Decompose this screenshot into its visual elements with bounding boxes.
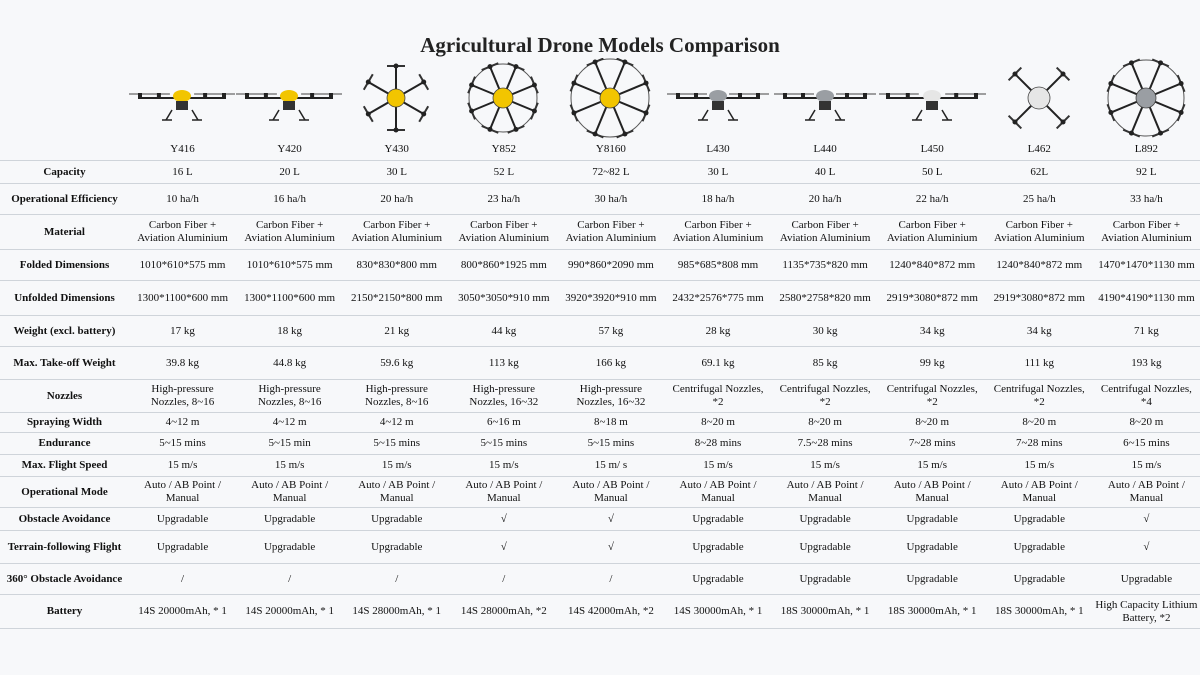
spec-cell: 800*860*1925 mm (450, 250, 557, 281)
spec-cell: 4~12 m (236, 413, 343, 433)
spec-cell: 59.6 kg (343, 347, 450, 380)
spec-row (0, 413, 1200, 433)
spec-cell: Carbon Fiber + Aviation Aluminium (129, 215, 236, 250)
spec-cell: 4~12 m (343, 413, 450, 433)
spec-cell: 7.5~28 mins (772, 433, 879, 455)
spec-cell: 6~15 mins (1093, 433, 1200, 455)
spec-cell: Centrifugal Nozzles, *2 (986, 380, 1093, 413)
spec-cell: Upgradable (1093, 564, 1200, 595)
spec-cell: √ (450, 531, 557, 564)
row-label: Operational Efficiency (0, 184, 129, 215)
spec-cell: 44.8 kg (236, 347, 343, 380)
drone-l450-icon (879, 58, 986, 142)
spec-cell: 40 L (772, 161, 879, 184)
spec-cell: Upgradable (129, 531, 236, 564)
spec-cell: 4190*4190*1130 mm (1093, 281, 1200, 316)
spec-cell: 7~28 mins (986, 433, 1093, 455)
spec-cell: 4~12 m (129, 413, 236, 433)
spec-cell: 1135*735*820 mm (772, 250, 879, 281)
spec-cell: Auto / AB Point / Manual (129, 477, 236, 508)
drone-y8160-icon (557, 58, 664, 142)
spec-row (0, 215, 1200, 250)
spec-cell: 39.8 kg (129, 347, 236, 380)
spec-cell: 30 L (343, 161, 450, 184)
spec-cell: 5~15 mins (557, 433, 664, 455)
spec-cell: 2919*3080*872 mm (879, 281, 986, 316)
spec-cell: 2919*3080*872 mm (986, 281, 1093, 316)
spec-cell: 50 L (879, 161, 986, 184)
spec-row (0, 316, 1200, 347)
spec-row (0, 595, 1200, 629)
spec-cell: Upgradable (879, 508, 986, 531)
spec-cell: Upgradable (664, 531, 771, 564)
spec-cell: 33 ha/h (1093, 184, 1200, 215)
spec-cell: Upgradable (986, 564, 1093, 595)
drone-l430-icon (665, 58, 772, 142)
spec-cell: 85 kg (772, 347, 879, 380)
spec-cell: Carbon Fiber + Aviation Aluminium (664, 215, 771, 250)
spec-cell: Auto / AB Point / Manual (986, 477, 1093, 508)
spec-cell: 20 L (236, 161, 343, 184)
spec-cell: 34 kg (986, 316, 1093, 347)
row-label: Unfolded Dimensions (0, 281, 129, 316)
spec-row (0, 161, 1200, 184)
row-label: Terrain-following Flight (0, 531, 129, 564)
spec-cell: 5~15 mins (450, 433, 557, 455)
spec-cell: 8~20 m (664, 413, 771, 433)
spec-cell: 8~20 m (879, 413, 986, 433)
spec-cell: Upgradable (772, 508, 879, 531)
spec-cell: 15 m/s (343, 455, 450, 477)
spec-cell: Upgradable (986, 531, 1093, 564)
spec-cell: 15 m/s (129, 455, 236, 477)
model-name-y430: Y430 (384, 143, 409, 155)
spec-cell: Auto / AB Point / Manual (450, 477, 557, 508)
spec-row (0, 508, 1200, 531)
spec-cell: 18S 30000mAh, * 1 (879, 595, 986, 629)
spec-cell: 15 m/s (1093, 455, 1200, 477)
spec-cell: Auto / AB Point / Manual (664, 477, 771, 508)
spec-cell: 8~18 m (557, 413, 664, 433)
spec-cell: 44 kg (450, 316, 557, 347)
spec-cell: High Capacity Lithium Battery, *2 (1093, 595, 1200, 629)
model-name-l430: L430 (706, 143, 730, 155)
spec-cell: Carbon Fiber + Aviation Aluminium (557, 215, 664, 250)
spec-cell: 30 ha/h (557, 184, 664, 215)
row-label: Capacity (0, 161, 129, 184)
drone-l440-icon (772, 58, 879, 142)
spec-cell: Centrifugal Nozzles, *2 (772, 380, 879, 413)
spec-cell: 830*830*800 mm (343, 250, 450, 281)
spec-cell: / (129, 564, 236, 595)
spec-cell: High-pressure Nozzles, 8~16 (129, 380, 236, 413)
spec-cell: High-pressure Nozzles, 8~16 (236, 380, 343, 413)
spec-cell: Upgradable (986, 508, 1093, 531)
drone-images-row (129, 58, 1200, 142)
spec-cell: Auto / AB Point / Manual (1093, 477, 1200, 508)
spec-row (0, 184, 1200, 215)
spec-cell: 25 ha/h (986, 184, 1093, 215)
spec-cell: High-pressure Nozzles, 16~32 (450, 380, 557, 413)
row-label: Obstacle Avoidance (0, 508, 129, 531)
spec-row (0, 564, 1200, 595)
spec-cell: / (343, 564, 450, 595)
spec-cell: High-pressure Nozzles, 8~16 (343, 380, 450, 413)
row-label: Endurance (0, 433, 129, 455)
spec-cell: 2150*2150*800 mm (343, 281, 450, 316)
spec-cell: √ (557, 531, 664, 564)
spec-cell: Carbon Fiber + Aviation Aluminium (1093, 215, 1200, 250)
spec-cell: 14S 20000mAh, * 1 (236, 595, 343, 629)
row-label: Folded Dimensions (0, 250, 129, 281)
spec-cell: Upgradable (772, 531, 879, 564)
spec-cell: √ (450, 508, 557, 531)
spec-cell: Carbon Fiber + Aviation Aluminium (343, 215, 450, 250)
spec-cell: Auto / AB Point / Manual (772, 477, 879, 508)
spec-cell: Carbon Fiber + Aviation Aluminium (450, 215, 557, 250)
spec-cell: 1010*610*575 mm (236, 250, 343, 281)
spec-row (0, 380, 1200, 413)
spec-cell: Auto / AB Point / Manual (879, 477, 986, 508)
spec-cell: 10 ha/h (129, 184, 236, 215)
spec-cell: Carbon Fiber + Aviation Aluminium (879, 215, 986, 250)
spec-cell: 34 kg (879, 316, 986, 347)
spec-cell: Auto / AB Point / Manual (236, 477, 343, 508)
spec-cell: 15 m/s (986, 455, 1093, 477)
spec-cell: 28 kg (664, 316, 771, 347)
spec-cell: Carbon Fiber + Aviation Aluminium (772, 215, 879, 250)
spec-cell: 3050*3050*910 mm (450, 281, 557, 316)
spec-cell: 30 kg (772, 316, 879, 347)
spec-cell: 1300*1100*600 mm (236, 281, 343, 316)
row-label: Spraying Width (0, 413, 129, 433)
spec-cell: 18 ha/h (664, 184, 771, 215)
spec-cell: 1240*840*872 mm (879, 250, 986, 281)
model-name-y852: Y852 (491, 143, 517, 155)
spec-cell: 15 m/ s (557, 455, 664, 477)
spec-cell: 72~82 L (557, 161, 664, 184)
spec-cell: 15 m/s (879, 455, 986, 477)
spec-cell: 18S 30000mAh, * 1 (986, 595, 1093, 629)
spec-cell: High-pressure Nozzles, 16~32 (557, 380, 664, 413)
spec-cell: 15 m/s (772, 455, 879, 477)
model-name-l440: L440 (813, 143, 837, 155)
spec-cell: 8~20 m (772, 413, 879, 433)
row-label: Operational Mode (0, 477, 129, 508)
spec-table (0, 160, 1200, 629)
model-name-y420: Y420 (277, 143, 302, 155)
model-name-y8160: Y8160 (595, 143, 626, 155)
spec-cell: Centrifugal Nozzles, *2 (664, 380, 771, 413)
spec-cell: Upgradable (236, 531, 343, 564)
row-label: Max. Flight Speed (0, 455, 129, 477)
spec-cell: Carbon Fiber + Aviation Aluminium (236, 215, 343, 250)
spec-cell: 1240*840*872 mm (986, 250, 1093, 281)
row-label: Weight (excl. battery) (0, 316, 129, 347)
spec-cell: 111 kg (986, 347, 1093, 380)
spec-cell: / (450, 564, 557, 595)
spec-cell: 23 ha/h (450, 184, 557, 215)
spec-cell: 3920*3920*910 mm (557, 281, 664, 316)
spec-cell: Upgradable (236, 508, 343, 531)
spec-cell: 990*860*2090 mm (557, 250, 664, 281)
spec-cell: √ (1093, 531, 1200, 564)
spec-cell: 15 m/s (450, 455, 557, 477)
spec-cell: 5~15 min (236, 433, 343, 455)
spec-cell: √ (557, 508, 664, 531)
spec-cell: 62L (986, 161, 1093, 184)
spec-row (0, 250, 1200, 281)
spec-cell: Upgradable (129, 508, 236, 531)
model-name-y416: Y416 (170, 143, 195, 155)
spec-cell: 15 m/s (664, 455, 771, 477)
spec-cell: 5~15 mins (343, 433, 450, 455)
drone-l462-icon (986, 58, 1093, 142)
spec-cell: 8~20 m (986, 413, 1093, 433)
spec-cell: Upgradable (879, 531, 986, 564)
spec-cell: 18 kg (236, 316, 343, 347)
spec-cell: Upgradable (879, 564, 986, 595)
row-label: Nozzles (0, 380, 129, 413)
spec-cell: Upgradable (343, 508, 450, 531)
spec-cell: 20 ha/h (343, 184, 450, 215)
spec-cell: 15 m/s (236, 455, 343, 477)
drone-y430-icon (343, 58, 450, 142)
model-names-row (129, 143, 1200, 160)
spec-cell: 17 kg (129, 316, 236, 347)
drone-y852-icon (450, 58, 557, 142)
spec-cell: 14S 20000mAh, * 1 (129, 595, 236, 629)
drone-y416-icon (129, 58, 236, 142)
spec-cell: Upgradable (664, 508, 771, 531)
row-label: Max. Take-off Weight (0, 347, 129, 380)
spec-cell: 16 ha/h (236, 184, 343, 215)
spec-cell: 8~20 m (1093, 413, 1200, 433)
spec-cell: 2580*2758*820 mm (772, 281, 879, 316)
spec-cell: Upgradable (772, 564, 879, 595)
spec-cell: 14S 28000mAh, *2 (450, 595, 557, 629)
page-title: Agricultural Drone Models Comparison (420, 33, 780, 57)
drone-l892-icon (1093, 58, 1200, 142)
spec-row (0, 433, 1200, 455)
spec-row (0, 477, 1200, 508)
spec-cell: 6~16 m (450, 413, 557, 433)
spec-cell: Auto / AB Point / Manual (343, 477, 450, 508)
spec-cell: 57 kg (557, 316, 664, 347)
spec-cell: 5~15 mins (129, 433, 236, 455)
spec-cell: 193 kg (1093, 347, 1200, 380)
spec-row (0, 455, 1200, 477)
spec-cell: Centrifugal Nozzles, *4 (1093, 380, 1200, 413)
model-name-l892: L892 (1134, 143, 1158, 155)
spec-cell: 22 ha/h (879, 184, 986, 215)
spec-cell: 1470*1470*1130 mm (1093, 250, 1200, 281)
spec-cell: 1010*610*575 mm (129, 250, 236, 281)
model-name-l450: L450 (920, 143, 944, 155)
spec-cell: 14S 30000mAh, * 1 (664, 595, 771, 629)
spec-cell: 30 L (664, 161, 771, 184)
spec-cell: 52 L (450, 161, 557, 184)
spec-cell: 16 L (129, 161, 236, 184)
spec-cell: Upgradable (664, 564, 771, 595)
spec-cell: Upgradable (343, 531, 450, 564)
spec-cell: 18S 30000mAh, * 1 (772, 595, 879, 629)
spec-cell: √ (1093, 508, 1200, 531)
spec-row (0, 531, 1200, 564)
spec-cell: 1300*1100*600 mm (129, 281, 236, 316)
spec-cell: 2432*2576*775 mm (664, 281, 771, 316)
spec-row (0, 347, 1200, 380)
spec-cell: 14S 42000mAh, *2 (557, 595, 664, 629)
spec-cell: 92 L (1093, 161, 1200, 184)
row-label: 360° Obstacle Avoidance (0, 564, 129, 595)
spec-cell: Carbon Fiber + Aviation Aluminium (986, 215, 1093, 250)
row-label: Material (0, 215, 129, 250)
spec-cell: 985*685*808 mm (664, 250, 771, 281)
spec-cell: 14S 28000mAh, * 1 (343, 595, 450, 629)
spec-cell: 69.1 kg (664, 347, 771, 380)
spec-cell: 7~28 mins (879, 433, 986, 455)
spec-cell: 166 kg (557, 347, 664, 380)
spec-cell: 113 kg (450, 347, 557, 380)
drone-y420-icon (236, 58, 343, 142)
row-label: Battery (0, 595, 129, 629)
spec-cell: 71 kg (1093, 316, 1200, 347)
spec-cell: / (557, 564, 664, 595)
spec-cell: 20 ha/h (772, 184, 879, 215)
spec-cell: / (236, 564, 343, 595)
spec-cell: 99 kg (879, 347, 986, 380)
spec-cell: Auto / AB Point / Manual (557, 477, 664, 508)
spec-row (0, 281, 1200, 316)
spec-cell: Centrifugal Nozzles, *2 (879, 380, 986, 413)
model-name-l462: L462 (1027, 143, 1051, 155)
spec-cell: 8~28 mins (664, 433, 771, 455)
spec-cell: 21 kg (343, 316, 450, 347)
